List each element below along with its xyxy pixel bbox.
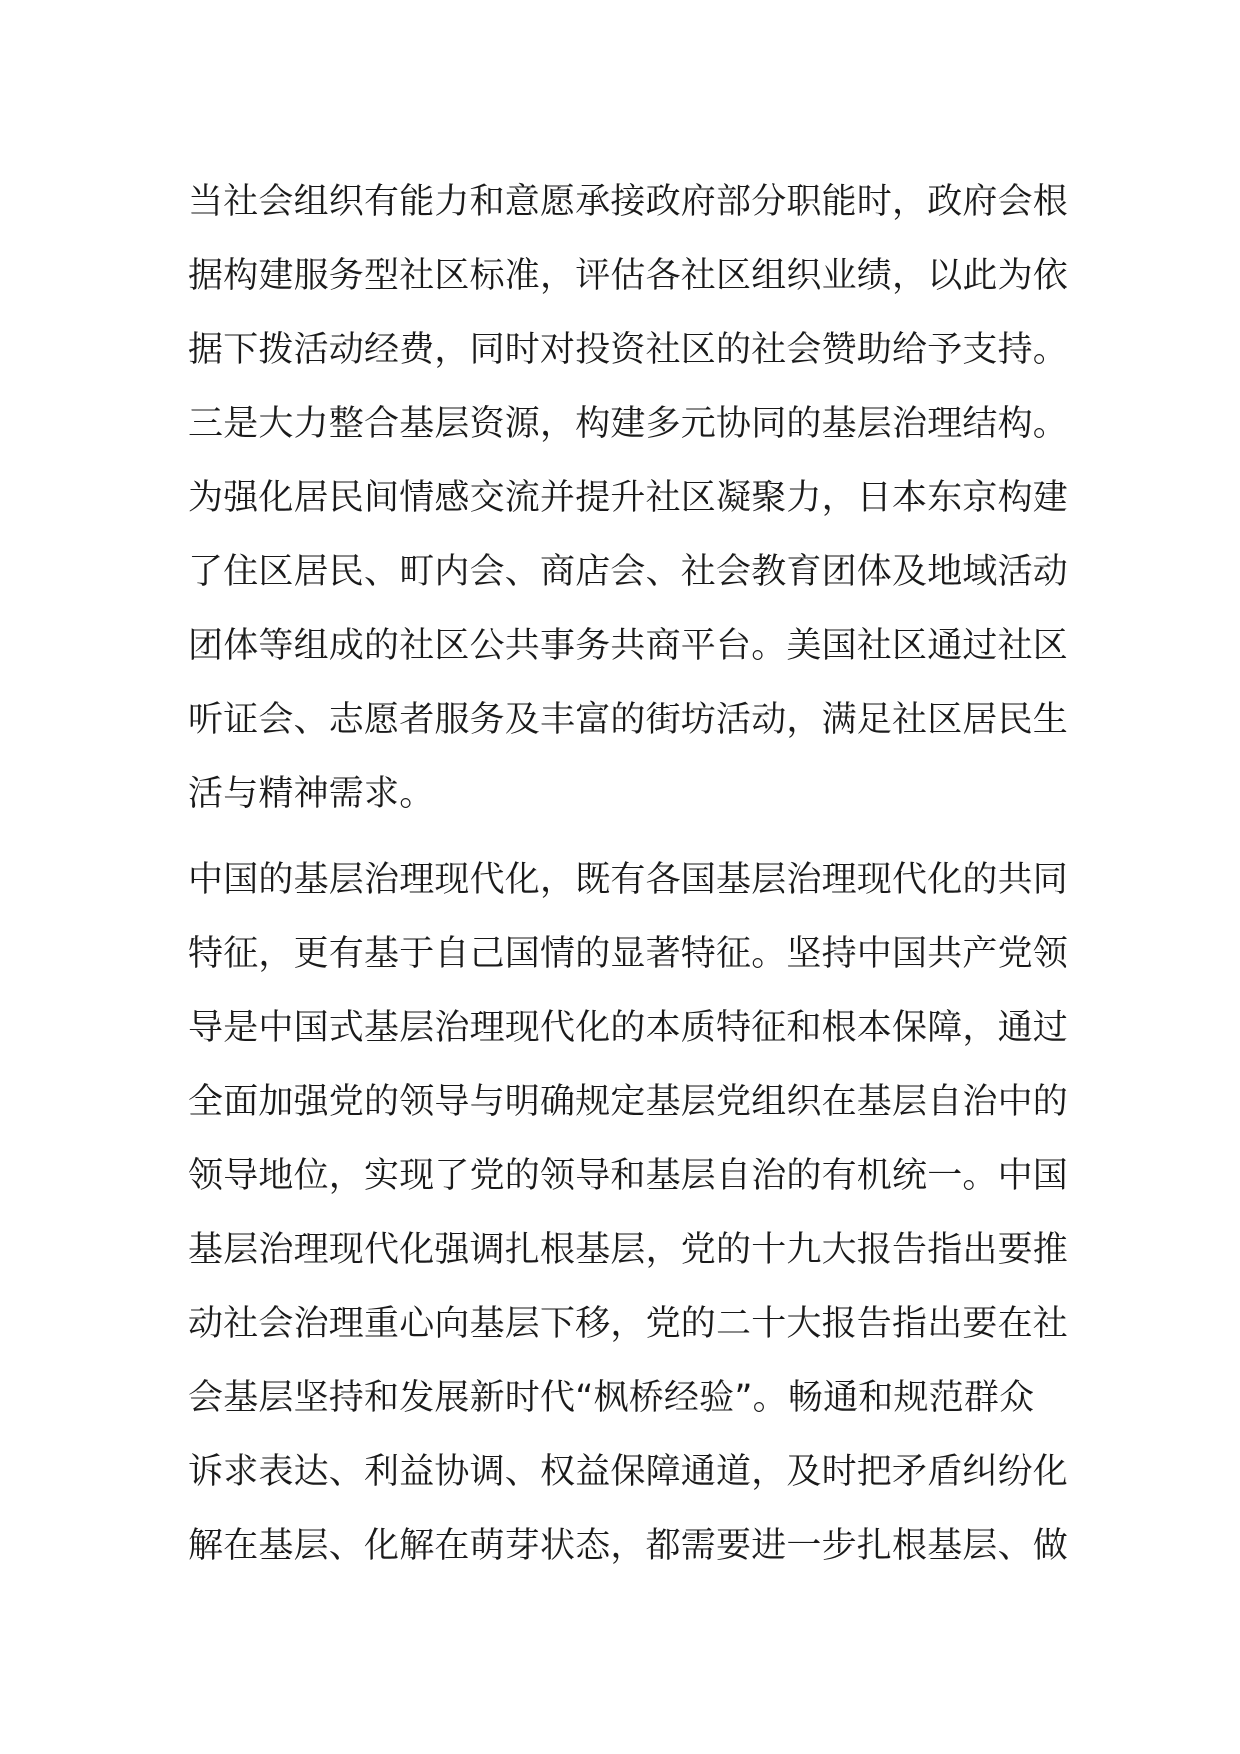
text-line: 全面加强党的领导与明确规定基层党组织在基层自治中的	[188, 1082, 1069, 1122]
text-line: 中国的基层治理现代化，既有各国基层治理现代化的共同	[188, 860, 1069, 900]
text-line: 据下拨活动经费，同时对投资社区的社会赞助给予支持。	[188, 330, 1069, 370]
text-line: 为强化居民间情感交流并提升社区凝聚力，日本东京构建	[188, 478, 1069, 518]
text-line: 动社会治理重心向基层下移，党的二十大报告指出要在社	[188, 1304, 1069, 1344]
paragraph-2	[188, 843, 1069, 1583]
text-line: 会基层坚持和发展新时代“枫桥经验”。畅通和规范群众	[188, 1378, 1035, 1418]
text-line: 特征，更有基于自己国情的显著特征。坚持中国共产党领	[188, 934, 1069, 974]
paragraph-spacer	[188, 831, 1058, 843]
text-line: 活与精神需求。	[188, 774, 435, 814]
text-line: 据构建服务型社区标准，评估各社区组织业绩，以此为依	[188, 256, 1069, 296]
text-line: 领导地位，实现了党的领导和基层自治的有机统一。中国	[188, 1156, 1069, 1196]
text-line: 基层治理现代化强调扎根基层，党的十九大报告指出要推	[188, 1230, 1069, 1270]
text-line: 团体等组成的社区公共事务共商平台。美国社区通过社区	[188, 626, 1069, 666]
document-body	[188, 165, 1069, 1583]
text-line: 当社会组织有能力和意愿承接政府部分职能时，政府会根	[188, 182, 1069, 222]
paragraph-1	[188, 165, 1069, 831]
text-line: 导是中国式基层治理现代化的本质特征和根本保障，通过	[188, 1008, 1069, 1048]
text-line: 了住区居民、町内会、商店会、社会教育团体及地域活动	[188, 552, 1069, 592]
text-line: 听证会、志愿者服务及丰富的街坊活动，满足社区居民生	[188, 700, 1069, 740]
text-line: 诉求表达、利益协调、权益保障通道，及时把矛盾纠纷化	[188, 1452, 1069, 1492]
text-line: 解在基层、化解在萌芽状态，都需要进一步扎根基层、做	[188, 1526, 1069, 1566]
text-line: 三是大力整合基层资源，构建多元协同的基层治理结构。	[188, 404, 1069, 444]
